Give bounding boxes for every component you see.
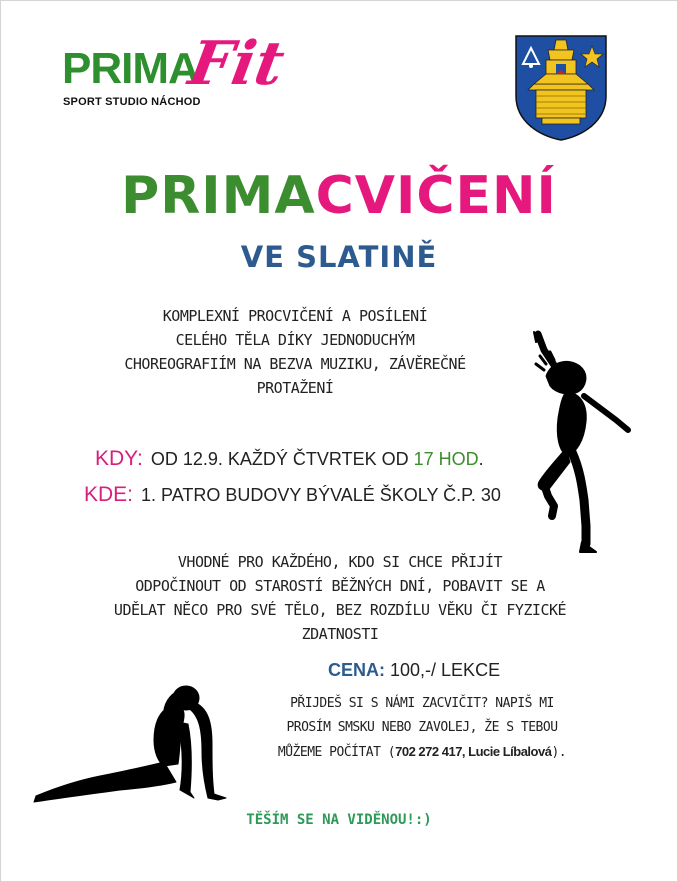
price-line bbox=[328, 660, 500, 681]
contact-paragraph bbox=[232, 692, 612, 765]
contact-suffix: ). bbox=[551, 745, 567, 760]
where-label: KDE: bbox=[84, 483, 134, 506]
contact-details: 702 272 417, Lucie Líbalová bbox=[395, 744, 552, 759]
price-label: CENA: bbox=[328, 660, 385, 680]
dancer-silhouette-icon bbox=[500, 330, 640, 560]
contact-line: PŘIJDEŠ SI S NÁMI ZACVIČIT? NAPIŠ MI bbox=[290, 696, 554, 711]
where-text: 1. PATRO BUDOVY BÝVALÉ ŠKOLY Č.P. 30 bbox=[141, 485, 501, 505]
when-time: 17 HOD bbox=[413, 449, 479, 469]
audience-line: ODPOČINOUT OD STAROSTÍ BĚŽNÝCH DNÍ, POBAVIT SE A bbox=[135, 577, 545, 595]
intro-paragraph bbox=[80, 304, 510, 400]
intro-line: CHOREOGRAFIÍM NA BEZVA MUZIKU, ZÁVĚREČNÉ bbox=[124, 355, 466, 373]
logo-studio-name: SPORT STUDIO NÁCHOD bbox=[63, 96, 201, 108]
audience-line: ZDATNOSTI bbox=[301, 625, 379, 643]
contact-prefix: MŮŽEME POČÍTAT ( bbox=[277, 745, 396, 760]
price-value: 100,-/ LEKCE bbox=[390, 660, 501, 680]
where-line bbox=[84, 483, 501, 507]
contact-line: PROSÍM SMSKU NEBO ZAVOLEJ, ŽE S TEBOU bbox=[286, 720, 558, 735]
when-text: OD 12.9. KAŽDÝ ČTVRTEK OD bbox=[150, 449, 414, 469]
municipal-crest-icon bbox=[512, 34, 610, 142]
contact-line bbox=[232, 740, 612, 765]
audience-line: UDĚLAT NĚCO PRO SVÉ TĚLO, BEZ ROZDÍLU VĚKU ČI FYZICKÉ bbox=[113, 601, 567, 619]
when-end: . bbox=[478, 449, 484, 469]
title-part-1: PRIMA bbox=[121, 166, 316, 226]
page-title bbox=[0, 166, 678, 226]
logo-brand: PRIMA bbox=[62, 44, 199, 93]
audience-paragraph bbox=[70, 550, 610, 646]
intro-line: PROTAŽENÍ bbox=[256, 379, 334, 397]
when-label: KDY: bbox=[95, 447, 143, 470]
page-subtitle: VE SLATINĚ bbox=[240, 240, 438, 274]
title-part-2: CVIČENÍ bbox=[315, 166, 557, 226]
audience-line: VHODNÉ PRO KAŽDÉHO, KDO SI CHCE PŘIJÍT bbox=[177, 553, 503, 571]
when-line bbox=[95, 447, 484, 471]
intro-line: KOMPLEXNÍ PROCVIČENÍ A POSÍLENÍ bbox=[162, 307, 428, 325]
intro-line: CELÉHO TĚLA DÍKY JEDNODUCHÝM bbox=[175, 331, 415, 349]
yoga-cobra-silhouette-icon bbox=[30, 682, 230, 806]
logo-brand-script: Fit bbox=[183, 29, 290, 99]
closing-message: TĚŠÍM SE NA VIDĚNOU!:) bbox=[246, 812, 432, 828]
